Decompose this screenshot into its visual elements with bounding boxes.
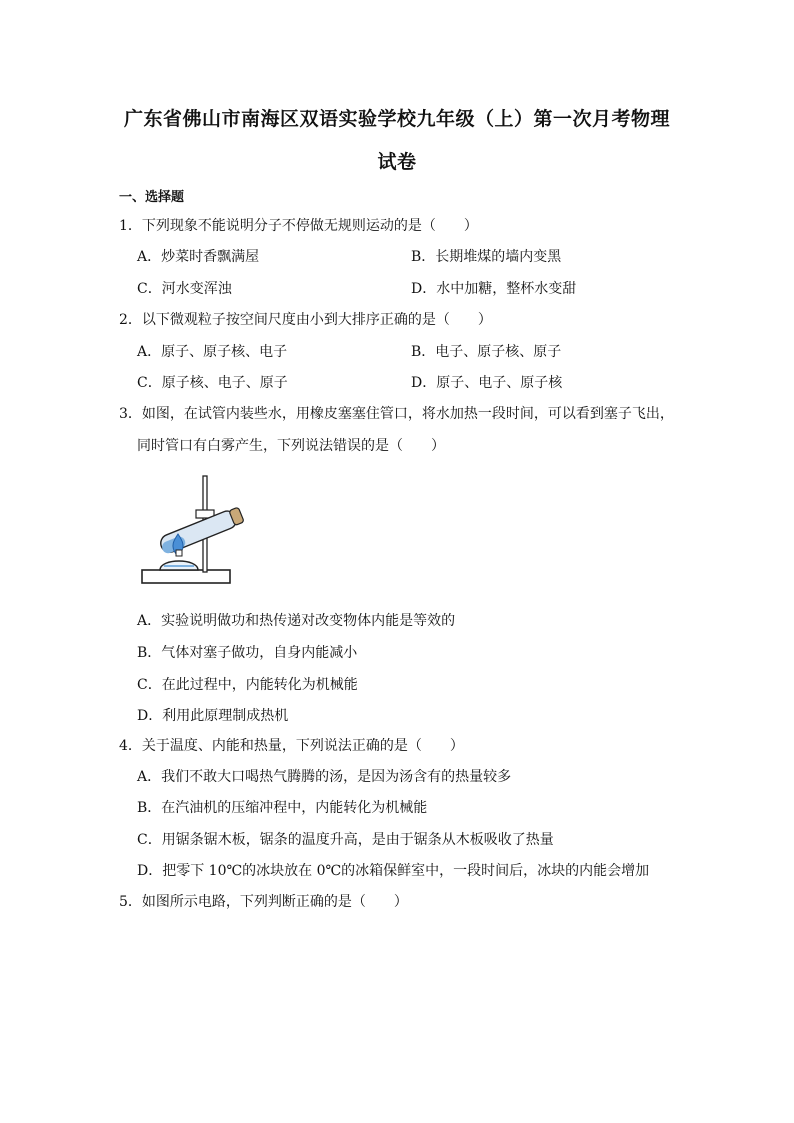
- question-5-stem: 5．如图所示电路，下列判断正确的是（ ）: [119, 894, 408, 910]
- question-3-option-d: D．利用此原理制成热机: [137, 708, 289, 724]
- question-3-option-b: B．气体对塞子做功，自身内能减小: [137, 645, 358, 661]
- question-1-option-c: C．河水变浑浊: [137, 281, 232, 297]
- question-4-stem: 4．关于温度、内能和热量，下列说法正确的是（ ）: [119, 738, 464, 754]
- question-4-option-c: C．用锯条锯木板，锯条的温度升高，是由于锯条从木板吸收了热量: [137, 832, 554, 848]
- question-3-stem: 3．如图，在试管内装些水，用橡皮塞塞住管口，将水加热一段时间，可以看到塞子飞出，: [119, 406, 674, 422]
- question-1-stem: 1．下列现象不能说明分子不停做无规则运动的是（ ）: [119, 218, 478, 234]
- question-1-option-b: B．长期堆煤的墙内变黑: [411, 249, 562, 265]
- question-1-option-d: D．水中加糖，整杯水变甜: [411, 281, 577, 297]
- page-title-continued: 试卷: [377, 151, 417, 173]
- question-3-option-c: C．在此过程中，内能转化为机械能: [137, 677, 358, 693]
- question-4-option-b: B．在汽油机的压缩冲程中，内能转化为机械能: [137, 800, 428, 816]
- page-title: 广东省佛山市南海区双语实验学校九年级（上）第一次月考物理: [123, 108, 670, 130]
- stand-base: [142, 570, 230, 583]
- test-tube-heating-figure: [140, 470, 250, 592]
- question-2-option-b: B．电子、原子核、原子: [411, 344, 562, 360]
- lamp-wick: [176, 550, 182, 556]
- section-heading: 一、选择题: [119, 190, 185, 205]
- question-4-option-d: D．把零下 10℃的冰块放在 0℃的冰箱保鲜室中，一段时间后，冰块的内能会增加: [137, 863, 650, 879]
- question-3-stem-continued: 同时管口有白雾产生，下列说法错误的是（ ）: [137, 438, 445, 454]
- question-2-option-a: A．原子、原子核、电子: [137, 344, 288, 360]
- question-2-option-d: D．原子、电子、原子核: [411, 375, 563, 391]
- question-4-option-a: A．我们不敢大口喝热气腾腾的汤，是因为汤含有的热量较多: [137, 769, 512, 785]
- question-2-option-c: C．原子核、电子、原子: [137, 375, 288, 391]
- question-2-stem: 2．以下微观粒子按空间尺度由小到大排序正确的是（ ）: [119, 312, 492, 328]
- question-1-option-a: A．炒菜时香飘满屋: [137, 249, 260, 265]
- question-3-option-a: A．实验说明做功和热传递对改变物体内能是等效的: [137, 613, 456, 629]
